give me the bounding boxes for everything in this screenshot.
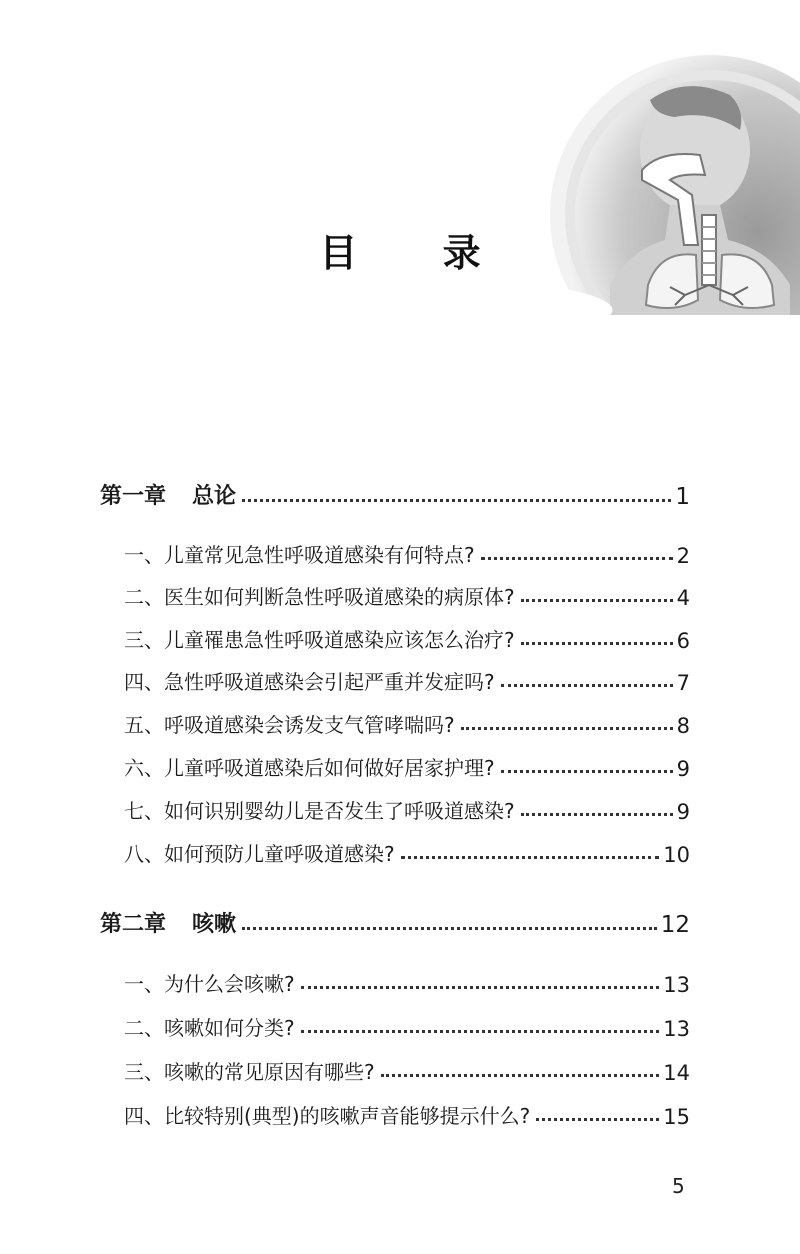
dot-leader xyxy=(501,684,673,687)
toc-entry[interactable] xyxy=(100,702,690,738)
entry-label: 三、咳嗽的常见原因有哪些? xyxy=(124,1060,375,1084)
page-ref: 2 xyxy=(676,544,690,568)
entry-label: 一、儿童常见急性呼吸道感染有何特点? xyxy=(124,543,475,567)
entry-label: 四、比较特别(典型)的咳嗽声音能够提示什么? xyxy=(124,1104,531,1128)
page-ref: 9 xyxy=(676,800,690,824)
dot-leader xyxy=(521,642,673,645)
page-ref: 4 xyxy=(676,586,690,610)
toc-entry[interactable] xyxy=(100,1005,690,1041)
dot-leader xyxy=(501,770,673,773)
toc-entry[interactable] xyxy=(100,1093,690,1129)
page-ref: 12 xyxy=(660,912,690,938)
toc-entry[interactable] xyxy=(100,532,690,568)
page-ref: 1 xyxy=(675,484,690,510)
entry-label: 二、咳嗽如何分类? xyxy=(124,1016,295,1040)
dot-leader xyxy=(242,499,671,502)
toc-entry[interactable] xyxy=(100,1049,690,1085)
page-ref: 13 xyxy=(663,973,690,997)
dot-leader xyxy=(401,856,660,859)
entry-label: 七、如何识别婴幼儿是否发生了呼吸道感染? xyxy=(124,799,515,823)
entry-label: 一、为什么会咳嗽? xyxy=(124,972,295,996)
dot-leader xyxy=(381,1074,660,1077)
page-ref: 15 xyxy=(663,1105,690,1129)
toc-entry[interactable] xyxy=(100,831,690,867)
dot-leader xyxy=(521,813,673,816)
toc-chapter-2[interactable] xyxy=(100,902,690,938)
dot-leader xyxy=(481,557,673,560)
toc-entry[interactable] xyxy=(100,788,690,824)
toc-entry[interactable] xyxy=(100,574,690,610)
page-ref: 8 xyxy=(676,714,690,738)
toc-entry[interactable] xyxy=(100,961,690,997)
page-ref: 7 xyxy=(676,671,690,695)
chapter-heading: 第二章 咳嗽 xyxy=(100,912,237,937)
page-number: 5 xyxy=(672,1174,685,1198)
dot-leader xyxy=(536,1118,659,1121)
dot-leader xyxy=(521,599,673,602)
entry-label: 三、儿童罹患急性呼吸道感染应该怎么治疗? xyxy=(124,628,515,652)
entry-label: 六、儿童呼吸道感染后如何做好居家护理? xyxy=(124,756,495,780)
dot-leader xyxy=(301,986,660,989)
page-ref: 14 xyxy=(663,1061,690,1085)
toc-entry[interactable] xyxy=(100,745,690,781)
page-ref: 10 xyxy=(663,843,690,867)
page-ref: 9 xyxy=(676,757,690,781)
page-ref: 13 xyxy=(663,1017,690,1041)
dot-leader xyxy=(301,1030,660,1033)
dot-leader xyxy=(461,727,673,730)
toc-entry[interactable] xyxy=(100,617,690,653)
toc-entry[interactable] xyxy=(100,659,690,695)
page-ref: 6 xyxy=(676,629,690,653)
entry-label: 二、医生如何判断急性呼吸道感染的病原体? xyxy=(124,585,515,609)
chapter-heading: 第一章 总论 xyxy=(100,484,237,509)
entry-label: 四、急性呼吸道感染会引起严重并发症吗? xyxy=(124,670,495,694)
entry-label: 五、呼吸道感染会诱发支气管哮喘吗? xyxy=(124,713,455,737)
dot-leader xyxy=(242,927,657,930)
entry-label: 八、如何预防儿童呼吸道感染? xyxy=(124,842,395,866)
toc-chapter-1[interactable] xyxy=(100,474,690,510)
page-title: 目 录 xyxy=(319,231,517,275)
